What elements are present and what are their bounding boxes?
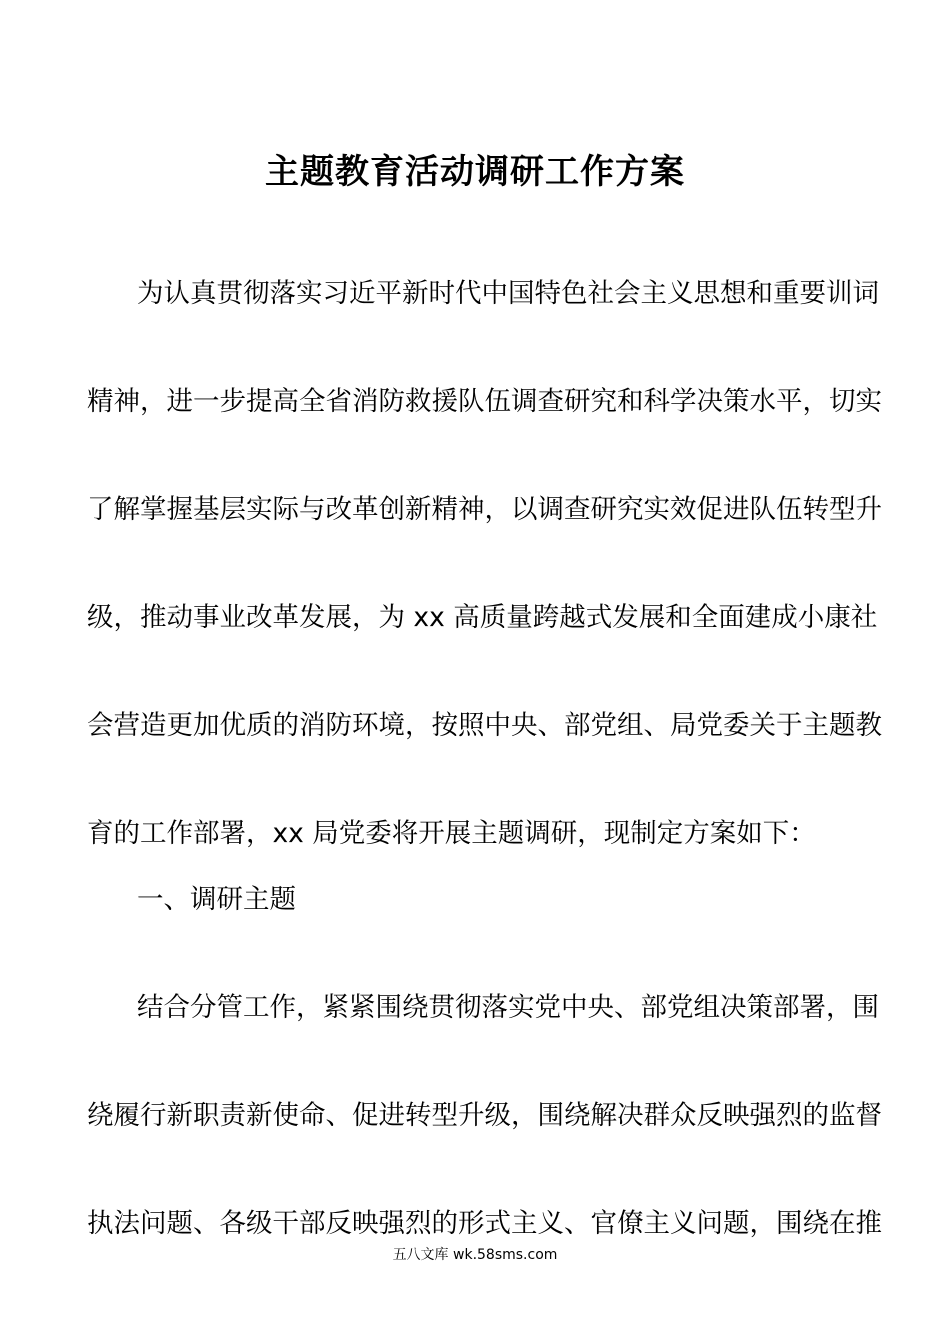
research-theme-paragraph — [87, 954, 882, 1278]
paragraph-line: 了解掌握基层实际与改革创新精神，以调查研究实效促进队伍转型升 — [87, 494, 882, 525]
paragraph-line: 会营造更加优质的消防环境，按照中央、部党组、局党委关于主题教 — [87, 710, 882, 741]
paragraph-line: 为认真贯彻落实习近平新时代中国特色社会主义思想和重要训词 — [137, 278, 879, 309]
document-title: 主题教育活动调研工作方案 — [265, 152, 685, 192]
paragraph-line: 级，推动事业改革发展，为 xx 高质量跨越式发展和全面建成小康社 — [87, 602, 878, 633]
section-heading-research-theme: 一、调研主题 — [137, 884, 296, 915]
paragraph-line: 育的工作部署，xx 局党委将开展主题调研，现制定方案如下： — [87, 818, 816, 849]
paragraph-line: 精神，进一步提高全省消防救援队伍调查研究和科学决策水平，切实 — [87, 386, 882, 417]
paragraph-line: 绕履行新职责新使命、促进转型升级，围绕解决群众反映强烈的监督 — [87, 1100, 882, 1131]
paragraph-line: 执法问题、各级干部反映强烈的形式主义、官僚主义问题，围绕在推 — [87, 1208, 882, 1239]
footer-watermark: 五八文库 wk.58sms.com — [392, 1247, 558, 1263]
paragraph-line: 结合分管工作，紧紧围绕贯彻落实党中央、部党组决策部署，围 — [137, 992, 879, 1023]
intro-paragraph — [87, 240, 882, 888]
